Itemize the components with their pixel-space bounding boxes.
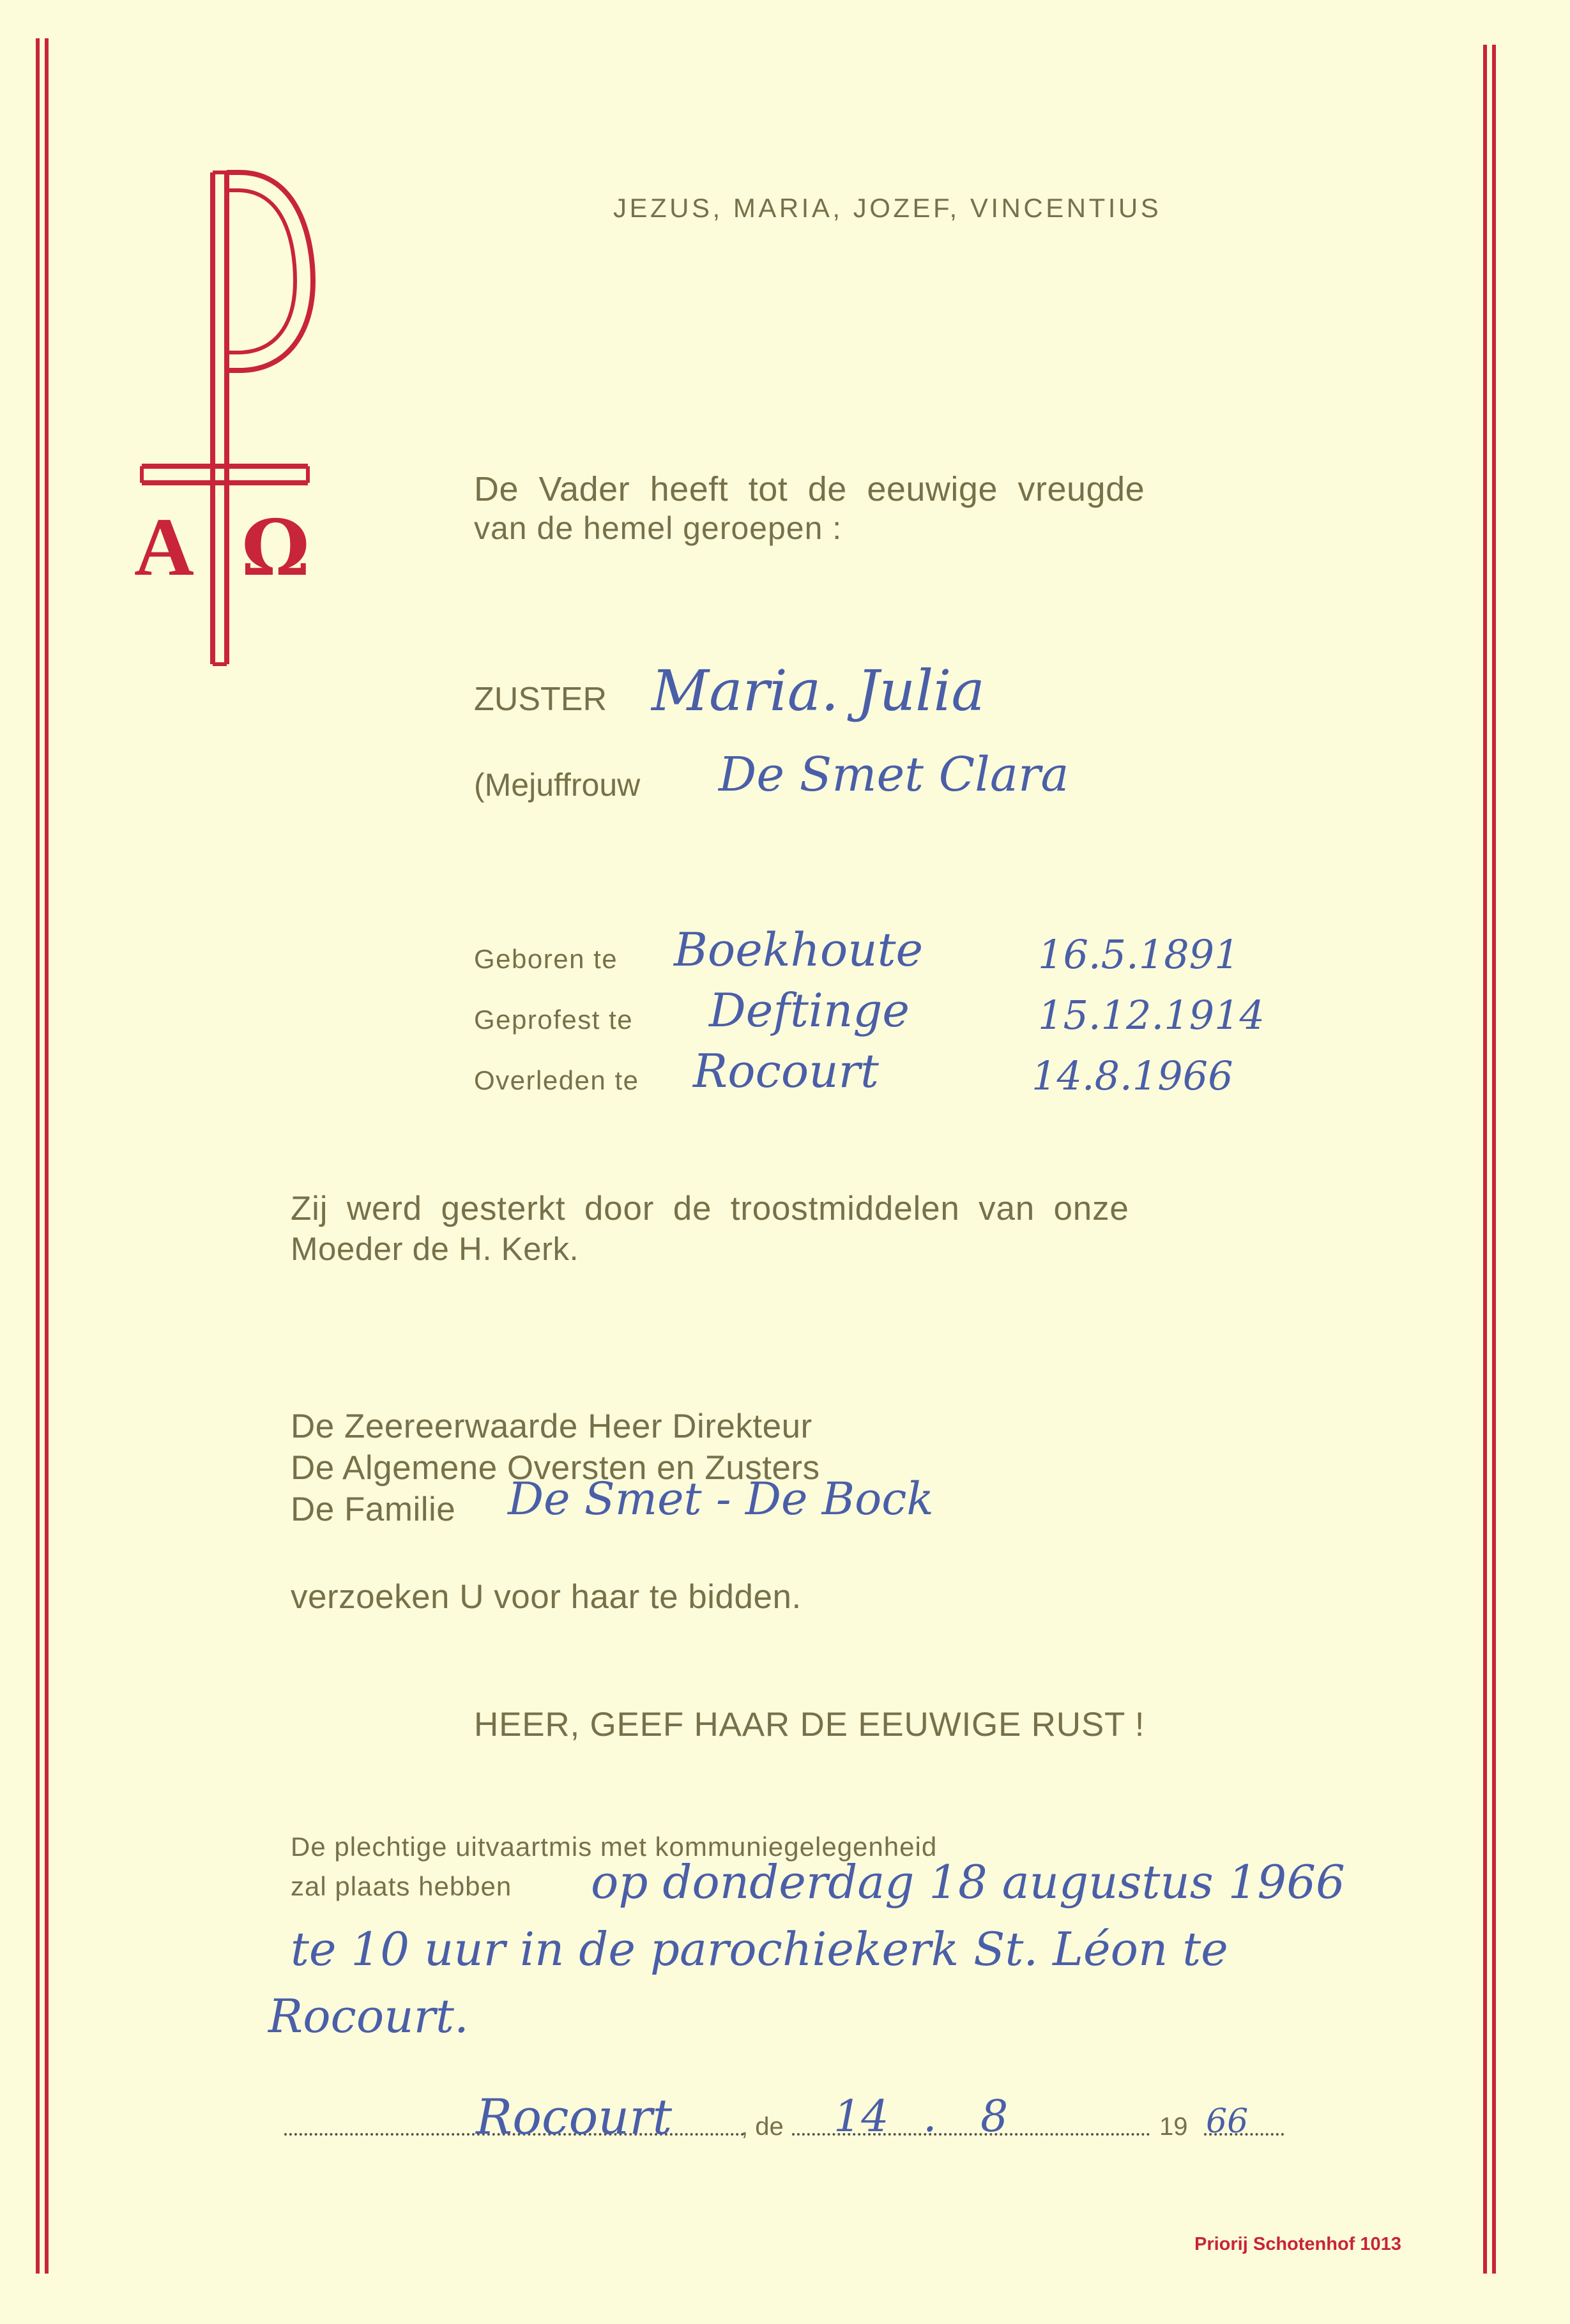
funeral-location-handwritten: te 10 uur in de parochiekerk St. Léon te [291, 1922, 1228, 1976]
sacraments-line-2: Moeder de H. Kerk. [291, 1231, 579, 1267]
intro-line-2: van de hemel geroepen : [474, 510, 842, 546]
signature-place-handwritten: Rocourt [476, 2088, 673, 2145]
mejuffrouw-name-handwritten: De Smet Clara [719, 747, 1069, 802]
prayer-line: HEER, GEEF HAAR DE EEUWIGE RUST ! [474, 1706, 1145, 1743]
born-date-handwritten: 16.5.1891 [1038, 931, 1240, 978]
zuster-name-handwritten: Maria. Julia [652, 658, 985, 724]
left-border-rule-inner [45, 38, 49, 2274]
mejuffrouw-label: (Mejuffrouw [474, 767, 641, 803]
death-place-handwritten: Rocourt [693, 1044, 879, 1098]
funeral-town-handwritten: Rocourt. [268, 1989, 469, 2043]
alpha-letter: A [134, 501, 194, 593]
right-border-rule-outer [1483, 45, 1487, 2274]
signature-dot-handwritten: . [923, 2092, 937, 2142]
sacraments-line-1: Zij werd gesterkt door de troostmiddelen van onze [291, 1190, 1129, 1227]
profession-place-handwritten: Deftinge [709, 984, 910, 1037]
profession-date-handwritten: 15.12.1914 [1038, 992, 1265, 1038]
funeral-line-2-label: zal plaats hebben [291, 1871, 512, 1901]
invocation-heading: JEZUS, MARIA, JOZEF, VINCENTIUS [613, 193, 1162, 223]
signature-month-handwritten: 8 [980, 2092, 1009, 2142]
funeral-date-handwritten: op donderdag 18 augustus 1966 [591, 1855, 1345, 1909]
signature-year-prefix: 19 [1159, 2113, 1188, 2141]
profession-label: Geprofest te [474, 1005, 634, 1035]
intro-line-1: De Vader heeft tot de eeuwige vreugde [474, 470, 1145, 508]
printer-credit: Priorij Schotenhof 1013 [1194, 2234, 1401, 2254]
signature-year-suffix-handwritten: 66 [1206, 2102, 1249, 2141]
signature-day-handwritten: 14 [834, 2092, 889, 2142]
signature-de-label: , de [741, 2113, 784, 2141]
mourners-line-3-label: De Familie [291, 1491, 456, 1528]
family-name-handwritten: De Smet - De Bock [508, 1473, 934, 1525]
death-label: Overleden te [474, 1065, 639, 1095]
born-place-handwritten: Boekhoute [674, 923, 924, 976]
chi-rho-alpha-omega-icon [121, 166, 326, 677]
prayer-request: verzoeken U voor haar te bidden. [291, 1578, 802, 1616]
mourners-line-2: De Algemene Oversten en Zusters [291, 1449, 820, 1487]
right-border-rule-inner [1492, 45, 1496, 2274]
omega-letter: Ω [241, 503, 310, 593]
funeral-line-1: De plechtige uitvaartmis met kommuniegelegenheid [291, 1832, 938, 1862]
born-label: Geboren te [474, 944, 618, 974]
left-border-rule-outer [36, 38, 40, 2274]
mourners-line-1: De Zeereerwaarde Heer Direkteur [291, 1408, 812, 1445]
death-date-handwritten: 14.8.1966 [1032, 1052, 1233, 1099]
zuster-label: ZUSTER [474, 681, 607, 718]
